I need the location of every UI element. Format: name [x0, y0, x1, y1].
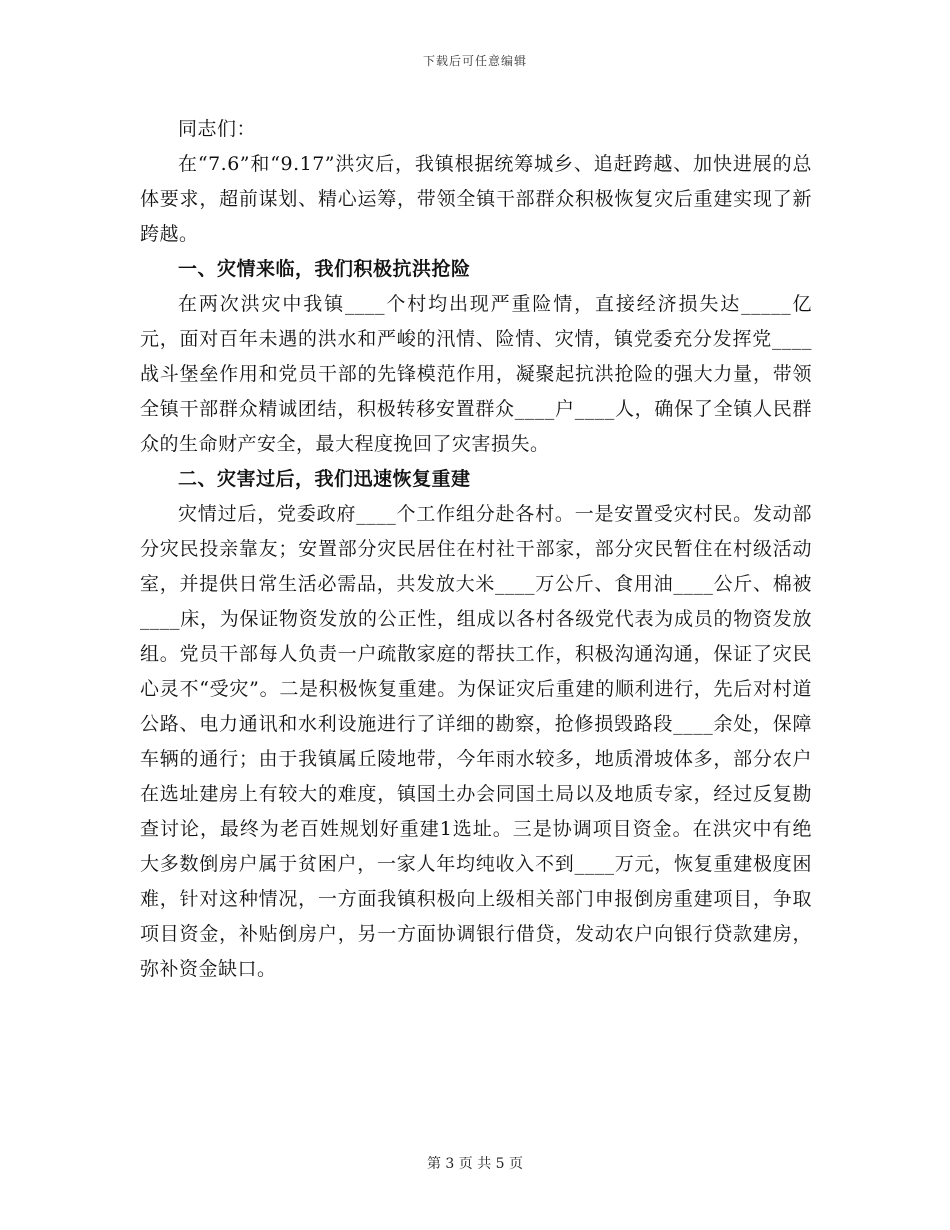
section-2-heading: 二、灾害过后，我们迅速恢复重建: [178, 468, 471, 490]
intro-paragraph: 在“7.6”和“9.17”洪灾后，我镇根据统筹城乡、追赶跨越、加快进展的总体要求，超前谋划、精心运筹，带领全镇干部群众积极恢复灾后重建实现了新跨越。: [140, 153, 812, 245]
salutation: 同志们：: [178, 118, 257, 140]
document-body: [140, 112, 812, 987]
section-1-heading: 一、灾情来临，我们积极抗洪抢险: [178, 258, 471, 280]
section-1-paragraph: 在两次洪灾中我镇____个村均出现严重险情，直接经济损失达_____亿元，面对百年未遇的洪水和严峻的汛情、险情、灾情，镇党委充分发挥党____战斗堡垒作用和党员干部的先锋模范作用，凝聚起抗洪抢险的强大力量，带领全镇干部群众精诚团结，积极转移安置群众____户____人，确保了全镇人民群众的生命财产安全，最大程度挽回了灾害损失。: [140, 293, 812, 455]
section-2-paragraph: 灾情过后，党委政府____个工作组分赴各村。一是安置受灾村民。发动部分灾民投亲靠友；安置部分灾民居住在村社干部家，部分灾民暂住在村级活动室，并提供日常生活必需品，共发放大米____万公斤、食用油____公斤、棉被____床，为保证物资发放的公正性，组成以各村各级党代表为成员的物资发放组。党员干部每人负责一户疏散家庭的帮扶工作，积极沟通沟通，保证了灾民心灵不“受灾”。二是积极恢复重建。为保证灾后重建的顺利进行，先后对村道公路、电力通讯和水利设施进行了详细的勘察，抢修损毁路段____余处，保障车辆的通行；由于我镇属丘陵地带，今年雨水较多，地质滑坡体多，部分农户在选址建房上有较大的难度，镇国土办会同国土局以及地质专家，经过反复勘查讨论，最终为老百姓规划好重建1选址。三是协调项目资金。在洪灾中有绝大多数倒房户属于贫困户，一家人年均纯收入不到____万元，恢复重建极度困难，针对这种情况，一方面我镇积极向上级相关部门申报倒房重建项目，争取项目资金，补贴倒房户，另一方面协调银行借贷，发动农户向银行贷款建房，弥补资金缺口。: [140, 503, 812, 980]
page-number: 第 3 页 共 5 页: [426, 1156, 524, 1172]
page-header-note: 下载后可任意编辑: [422, 54, 527, 68]
